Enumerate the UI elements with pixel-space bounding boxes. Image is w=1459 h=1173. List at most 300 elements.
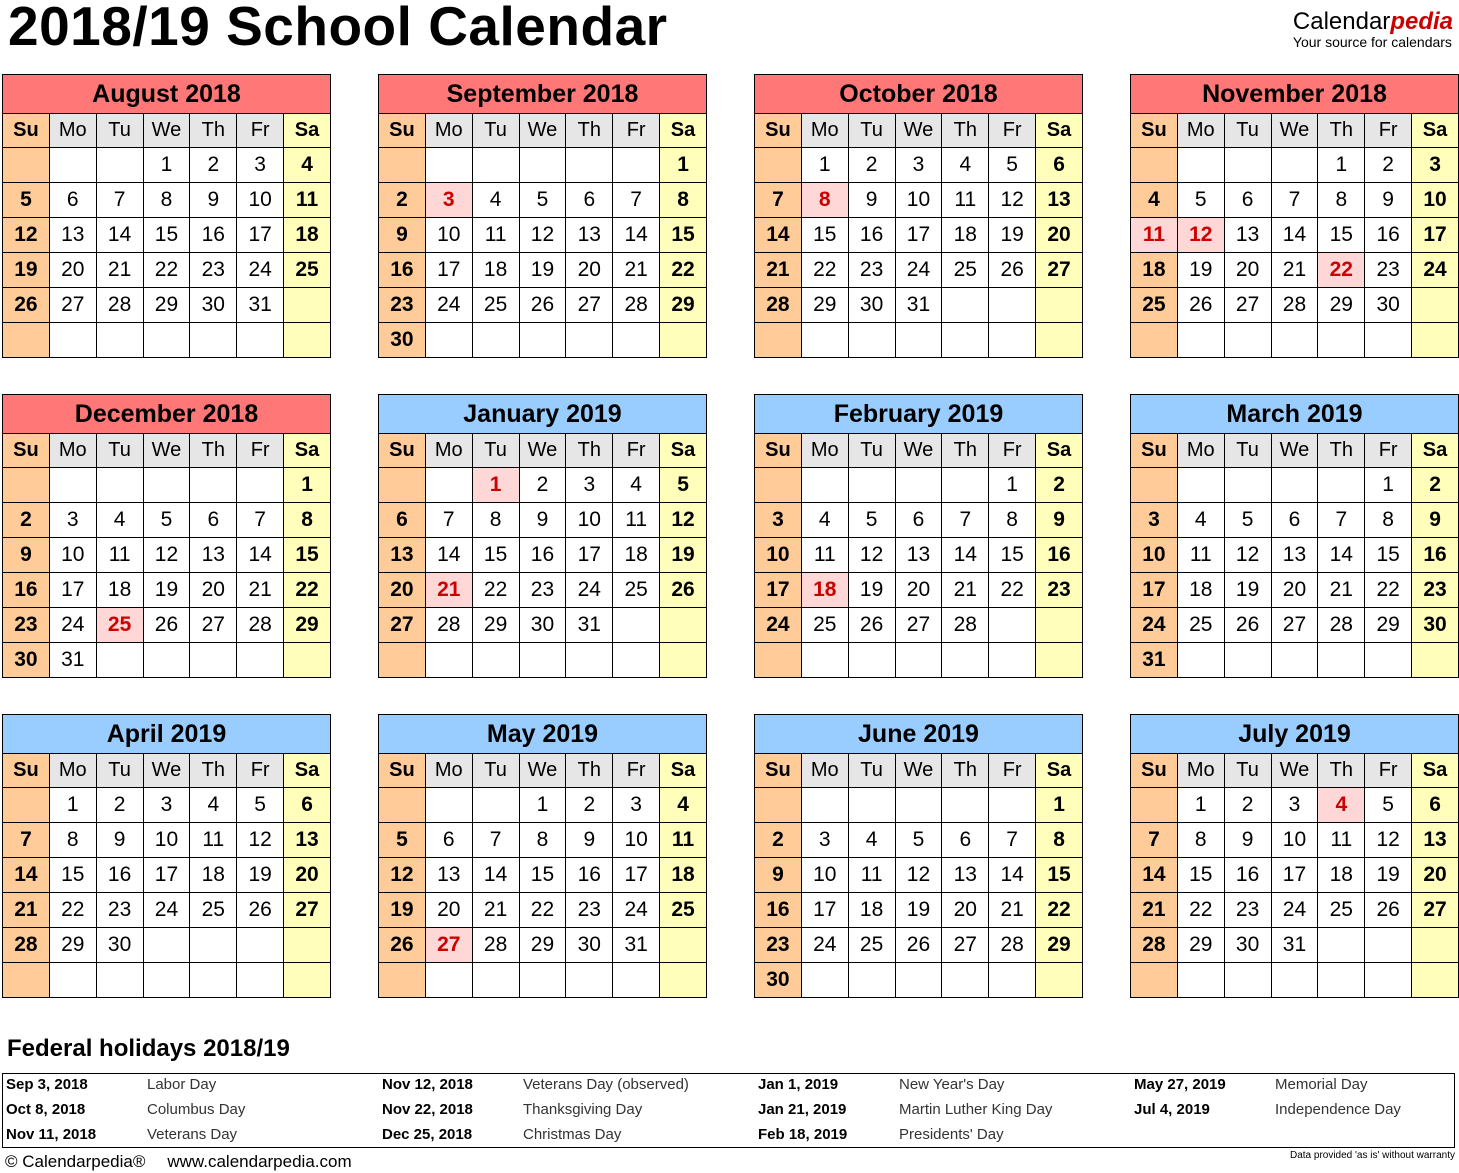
weekday-header: We — [143, 754, 190, 788]
day-cell: 10 — [1131, 538, 1178, 573]
week-row — [1131, 788, 1459, 823]
empty-day-cell — [848, 788, 895, 823]
day-cell: 10 — [1271, 823, 1318, 858]
day-cell: 14 — [237, 538, 284, 573]
weekday-header: Th — [942, 754, 989, 788]
weekday-header: Mo — [801, 754, 848, 788]
day-cell: 31 — [1131, 643, 1178, 678]
empty-day-cell — [613, 608, 660, 643]
day-cell: 31 — [237, 288, 284, 323]
day-cell: 3 — [755, 503, 802, 538]
empty-day-cell — [190, 468, 237, 503]
weekday-header: We — [143, 434, 190, 468]
day-cell: 12 — [3, 218, 50, 253]
empty-day-cell — [1036, 963, 1083, 998]
weekday-header: Fr — [613, 114, 660, 148]
day-cell: 7 — [237, 503, 284, 538]
day-cell: 28 — [3, 928, 50, 963]
day-cell: 27 — [895, 608, 942, 643]
day-cell: 17 — [755, 573, 802, 608]
empty-day-cell — [472, 323, 519, 358]
month-title: June 2019 — [755, 715, 1083, 754]
day-cell: 17 — [566, 538, 613, 573]
day-cell: 23 — [755, 928, 802, 963]
empty-day-cell — [613, 323, 660, 358]
weekday-header: Su — [1131, 434, 1178, 468]
day-cell: 22 — [1177, 893, 1224, 928]
week-row — [1131, 253, 1459, 288]
weekday-header: Tu — [1224, 754, 1271, 788]
day-cell: 1 — [143, 148, 190, 183]
holiday-name: Independence Day — [1275, 1101, 1401, 1118]
week-row — [379, 608, 707, 643]
day-cell: 24 — [49, 608, 96, 643]
footer-left — [5, 1152, 352, 1172]
day-cell: 19 — [989, 218, 1036, 253]
day-cell: 22 — [143, 253, 190, 288]
weekday-header: Sa — [1412, 754, 1459, 788]
week-row — [379, 288, 707, 323]
day-cell: 2 — [1224, 788, 1271, 823]
weekday-header: Fr — [989, 434, 1036, 468]
day-cell: 10 — [755, 538, 802, 573]
empty-day-cell — [1224, 963, 1271, 998]
empty-day-cell — [755, 643, 802, 678]
day-cell: 5 — [989, 148, 1036, 183]
weekday-header: Tu — [848, 754, 895, 788]
day-cell: 30 — [1365, 288, 1412, 323]
day-cell: 22 — [472, 573, 519, 608]
day-cell: 19 — [1224, 573, 1271, 608]
day-cell: 5 — [1365, 788, 1412, 823]
day-cell: 29 — [284, 608, 331, 643]
empty-day-cell — [801, 323, 848, 358]
empty-day-cell — [848, 643, 895, 678]
day-cell: 15 — [49, 858, 96, 893]
week-row — [755, 963, 1083, 998]
empty-day-cell — [895, 643, 942, 678]
weekday-header: Su — [379, 754, 426, 788]
empty-day-cell — [895, 788, 942, 823]
day-cell: 25 — [660, 893, 707, 928]
week-row — [3, 823, 331, 858]
day-cell: 16 — [1036, 538, 1083, 573]
week-row — [1131, 963, 1459, 998]
month-title: December 2018 — [3, 395, 331, 434]
empty-day-cell — [1271, 148, 1318, 183]
month-title: September 2018 — [379, 75, 707, 114]
day-cell: 16 — [96, 858, 143, 893]
day-cell: 23 — [379, 288, 426, 323]
weekday-header: Mo — [1177, 114, 1224, 148]
day-cell: 29 — [143, 288, 190, 323]
day-cell: 27 — [942, 928, 989, 963]
day-cell: 29 — [660, 288, 707, 323]
weekday-header: Fr — [237, 754, 284, 788]
week-row — [3, 893, 331, 928]
day-cell: 20 — [190, 573, 237, 608]
empty-day-cell — [1131, 148, 1178, 183]
day-cell: 26 — [848, 608, 895, 643]
month-title: March 2019 — [1131, 395, 1459, 434]
day-cell: 16 — [755, 893, 802, 928]
week-row — [1131, 468, 1459, 503]
empty-day-cell — [3, 323, 50, 358]
week-row — [755, 323, 1083, 358]
weekday-header: Fr — [1365, 754, 1412, 788]
day-cell: 7 — [1271, 183, 1318, 218]
empty-day-cell — [566, 643, 613, 678]
day-cell: 13 — [379, 538, 426, 573]
day-cell: 11 — [613, 503, 660, 538]
day-cell: 28 — [472, 928, 519, 963]
day-cell: 19 — [143, 573, 190, 608]
day-cell: 23 — [3, 608, 50, 643]
weekday-header: Fr — [613, 434, 660, 468]
day-cell: 27 — [1271, 608, 1318, 643]
week-row — [379, 183, 707, 218]
empty-day-cell — [942, 468, 989, 503]
week-row — [755, 928, 1083, 963]
week-row — [755, 288, 1083, 323]
weekday-header: We — [895, 754, 942, 788]
day-cell: 25 — [1318, 893, 1365, 928]
day-cell: 19 — [3, 253, 50, 288]
day-cell: 16 — [3, 573, 50, 608]
day-cell: 29 — [1036, 928, 1083, 963]
day-cell: 12 — [519, 218, 566, 253]
weekday-header: Tu — [848, 434, 895, 468]
day-cell: 17 — [1131, 573, 1178, 608]
day-cell: 15 — [1036, 858, 1083, 893]
day-cell: 25 — [284, 253, 331, 288]
day-cell: 15 — [801, 218, 848, 253]
day-cell: 6 — [566, 183, 613, 218]
day-cell: 11 — [1318, 823, 1365, 858]
day-cell: 20 — [895, 573, 942, 608]
day-cell: 30 — [3, 643, 50, 678]
empty-day-cell — [1271, 468, 1318, 503]
empty-day-cell — [1224, 323, 1271, 358]
week-row — [379, 573, 707, 608]
day-cell: 3 — [1131, 503, 1178, 538]
day-cell: 8 — [49, 823, 96, 858]
empty-day-cell — [284, 288, 331, 323]
empty-day-cell — [143, 468, 190, 503]
empty-day-cell — [989, 323, 1036, 358]
day-cell: 16 — [848, 218, 895, 253]
day-cell: 31 — [895, 288, 942, 323]
weekday-header: Su — [755, 754, 802, 788]
day-cell: 20 — [1224, 253, 1271, 288]
day-cell: 18 — [1177, 573, 1224, 608]
empty-day-cell — [942, 963, 989, 998]
day-cell: 23 — [96, 893, 143, 928]
day-cell: 5 — [519, 183, 566, 218]
empty-day-cell — [1271, 963, 1318, 998]
day-cell: 18 — [613, 538, 660, 573]
day-cell: 15 — [143, 218, 190, 253]
empty-day-cell — [1131, 323, 1178, 358]
month-calendar — [2, 714, 331, 998]
day-cell: 26 — [1177, 288, 1224, 323]
day-cell: 8 — [143, 183, 190, 218]
day-cell: 25 — [613, 573, 660, 608]
day-cell: 23 — [1036, 573, 1083, 608]
day-cell: 18 — [1131, 253, 1178, 288]
day-cell: 9 — [190, 183, 237, 218]
holiday-date: Sep 3, 2018 — [6, 1076, 88, 1093]
brand-name-main: Calendar — [1292, 8, 1391, 35]
calendarpedia-logo[interactable] — [1293, 8, 1453, 50]
empty-day-cell — [284, 643, 331, 678]
empty-day-cell — [237, 323, 284, 358]
week-row — [3, 468, 331, 503]
empty-day-cell — [566, 148, 613, 183]
day-cell: 9 — [848, 183, 895, 218]
empty-day-cell — [190, 963, 237, 998]
day-cell: 4 — [284, 148, 331, 183]
day-cell: 14 — [613, 218, 660, 253]
day-cell: 3 — [566, 468, 613, 503]
empty-day-cell — [472, 963, 519, 998]
day-cell: 6 — [895, 503, 942, 538]
day-cell: 26 — [660, 573, 707, 608]
day-cell: 30 — [519, 608, 566, 643]
month-title: November 2018 — [1131, 75, 1459, 114]
week-row — [379, 928, 707, 963]
day-cell: 5 — [3, 183, 50, 218]
day-cell: 11 — [472, 218, 519, 253]
empty-day-cell — [237, 963, 284, 998]
day-cell: 8 — [1177, 823, 1224, 858]
day-cell: 4 — [190, 788, 237, 823]
day-cell: 9 — [1224, 823, 1271, 858]
day-cell: 5 — [660, 468, 707, 503]
day-cell: 28 — [989, 928, 1036, 963]
week-row — [1131, 893, 1459, 928]
day-cell: 2 — [848, 148, 895, 183]
empty-day-cell — [3, 468, 50, 503]
week-row — [1131, 858, 1459, 893]
day-cell: 1 — [49, 788, 96, 823]
day-cell: 21 — [942, 573, 989, 608]
empty-day-cell — [1412, 643, 1459, 678]
weekday-header: Sa — [1412, 434, 1459, 468]
empty-day-cell — [801, 788, 848, 823]
day-cell: 2 — [190, 148, 237, 183]
empty-day-cell — [801, 963, 848, 998]
week-row — [1131, 573, 1459, 608]
day-cell: 22 — [989, 573, 1036, 608]
holiday-date: Jan 1, 2019 — [758, 1076, 839, 1093]
day-cell: 17 — [1271, 858, 1318, 893]
day-cell: 27 — [1224, 288, 1271, 323]
day-cell: 11 — [942, 183, 989, 218]
month-title: August 2018 — [3, 75, 331, 114]
weekday-header: Mo — [425, 114, 472, 148]
day-cell: 28 — [1271, 288, 1318, 323]
empty-day-cell — [989, 643, 1036, 678]
day-cell: 10 — [613, 823, 660, 858]
holiday-name: Thanksgiving Day — [523, 1101, 643, 1118]
empty-day-cell — [1318, 468, 1365, 503]
holiday-day-cell: 12 — [1177, 218, 1224, 253]
day-cell: 2 — [755, 823, 802, 858]
day-cell: 8 — [284, 503, 331, 538]
day-cell: 21 — [1271, 253, 1318, 288]
empty-day-cell — [379, 468, 426, 503]
weekday-header: Th — [942, 434, 989, 468]
empty-day-cell — [1177, 963, 1224, 998]
day-cell: 6 — [1036, 148, 1083, 183]
empty-day-cell — [1224, 643, 1271, 678]
day-cell: 26 — [379, 928, 426, 963]
day-cell: 4 — [942, 148, 989, 183]
holiday-day-cell: 21 — [425, 573, 472, 608]
page-title: 2018/19 School Calendar — [8, 0, 668, 57]
week-row — [3, 643, 331, 678]
day-cell: 25 — [801, 608, 848, 643]
empty-day-cell — [519, 148, 566, 183]
day-cell: 1 — [801, 148, 848, 183]
day-cell: 21 — [613, 253, 660, 288]
day-cell: 26 — [989, 253, 1036, 288]
day-cell: 18 — [942, 218, 989, 253]
holiday-name: Memorial Day — [1275, 1076, 1368, 1093]
empty-day-cell — [660, 643, 707, 678]
day-cell: 12 — [237, 823, 284, 858]
day-cell: 18 — [284, 218, 331, 253]
day-cell: 23 — [519, 573, 566, 608]
weekday-header: Th — [1318, 754, 1365, 788]
day-cell: 24 — [143, 893, 190, 928]
empty-day-cell — [96, 468, 143, 503]
day-cell: 8 — [472, 503, 519, 538]
day-cell: 14 — [755, 218, 802, 253]
day-cell: 19 — [848, 573, 895, 608]
day-cell: 28 — [942, 608, 989, 643]
day-cell: 5 — [848, 503, 895, 538]
day-cell: 24 — [425, 288, 472, 323]
empty-day-cell — [566, 963, 613, 998]
day-cell: 3 — [49, 503, 96, 538]
empty-day-cell — [989, 963, 1036, 998]
weekday-header: Tu — [1224, 114, 1271, 148]
day-cell: 4 — [848, 823, 895, 858]
empty-day-cell — [613, 148, 660, 183]
empty-day-cell — [379, 963, 426, 998]
day-cell: 24 — [237, 253, 284, 288]
day-cell: 27 — [1036, 253, 1083, 288]
empty-day-cell — [425, 148, 472, 183]
week-row — [3, 573, 331, 608]
empty-day-cell — [660, 608, 707, 643]
weekday-header: Tu — [96, 754, 143, 788]
weekday-header: Tu — [472, 754, 519, 788]
holiday-day-cell: 22 — [1318, 253, 1365, 288]
day-cell: 28 — [237, 608, 284, 643]
day-cell: 13 — [1224, 218, 1271, 253]
week-row — [379, 323, 707, 358]
day-cell: 8 — [1036, 823, 1083, 858]
week-row — [1131, 323, 1459, 358]
day-cell: 12 — [989, 183, 1036, 218]
month-title: January 2019 — [379, 395, 707, 434]
empty-day-cell — [1318, 323, 1365, 358]
day-cell: 19 — [895, 893, 942, 928]
weekday-header: Tu — [96, 114, 143, 148]
day-cell: 23 — [1365, 253, 1412, 288]
day-cell: 7 — [1318, 503, 1365, 538]
empty-day-cell — [1412, 288, 1459, 323]
day-cell: 16 — [190, 218, 237, 253]
day-cell: 19 — [1177, 253, 1224, 288]
day-cell: 13 — [190, 538, 237, 573]
day-cell: 21 — [989, 893, 1036, 928]
day-cell: 1 — [989, 468, 1036, 503]
day-cell: 27 — [379, 608, 426, 643]
day-cell: 11 — [284, 183, 331, 218]
weekday-header: Tu — [1224, 434, 1271, 468]
empty-day-cell — [613, 963, 660, 998]
week-row — [755, 608, 1083, 643]
day-cell: 20 — [49, 253, 96, 288]
day-cell: 18 — [96, 573, 143, 608]
day-cell: 3 — [237, 148, 284, 183]
empty-day-cell — [1271, 643, 1318, 678]
month-calendar — [2, 394, 331, 678]
day-cell: 13 — [284, 823, 331, 858]
day-cell: 9 — [96, 823, 143, 858]
weekday-header: Sa — [660, 434, 707, 468]
empty-day-cell — [519, 323, 566, 358]
weekday-header: Su — [755, 114, 802, 148]
day-cell: 31 — [613, 928, 660, 963]
day-cell: 27 — [566, 288, 613, 323]
holiday-day-cell: 1 — [472, 468, 519, 503]
weekday-header: Mo — [425, 754, 472, 788]
weekday-header: Sa — [284, 114, 331, 148]
day-cell: 26 — [895, 928, 942, 963]
day-cell: 16 — [379, 253, 426, 288]
empty-day-cell — [1177, 643, 1224, 678]
day-cell: 4 — [613, 468, 660, 503]
day-cell: 3 — [895, 148, 942, 183]
day-cell: 17 — [801, 893, 848, 928]
day-cell: 2 — [3, 503, 50, 538]
day-cell: 30 — [566, 928, 613, 963]
day-cell: 9 — [519, 503, 566, 538]
empty-day-cell — [755, 788, 802, 823]
day-cell: 16 — [1365, 218, 1412, 253]
day-cell: 8 — [989, 503, 1036, 538]
day-cell: 2 — [566, 788, 613, 823]
day-cell: 31 — [49, 643, 96, 678]
empty-day-cell — [613, 643, 660, 678]
footer-url[interactable]: www.calendarpedia.com — [167, 1152, 352, 1171]
brand-name-accent: pedia — [1390, 8, 1453, 35]
day-cell: 19 — [379, 893, 426, 928]
day-cell: 24 — [801, 928, 848, 963]
day-cell: 15 — [1177, 858, 1224, 893]
weekday-header: Su — [379, 114, 426, 148]
day-cell: 8 — [1318, 183, 1365, 218]
empty-day-cell — [1224, 468, 1271, 503]
empty-day-cell — [801, 643, 848, 678]
empty-day-cell — [1036, 643, 1083, 678]
day-cell: 5 — [143, 503, 190, 538]
